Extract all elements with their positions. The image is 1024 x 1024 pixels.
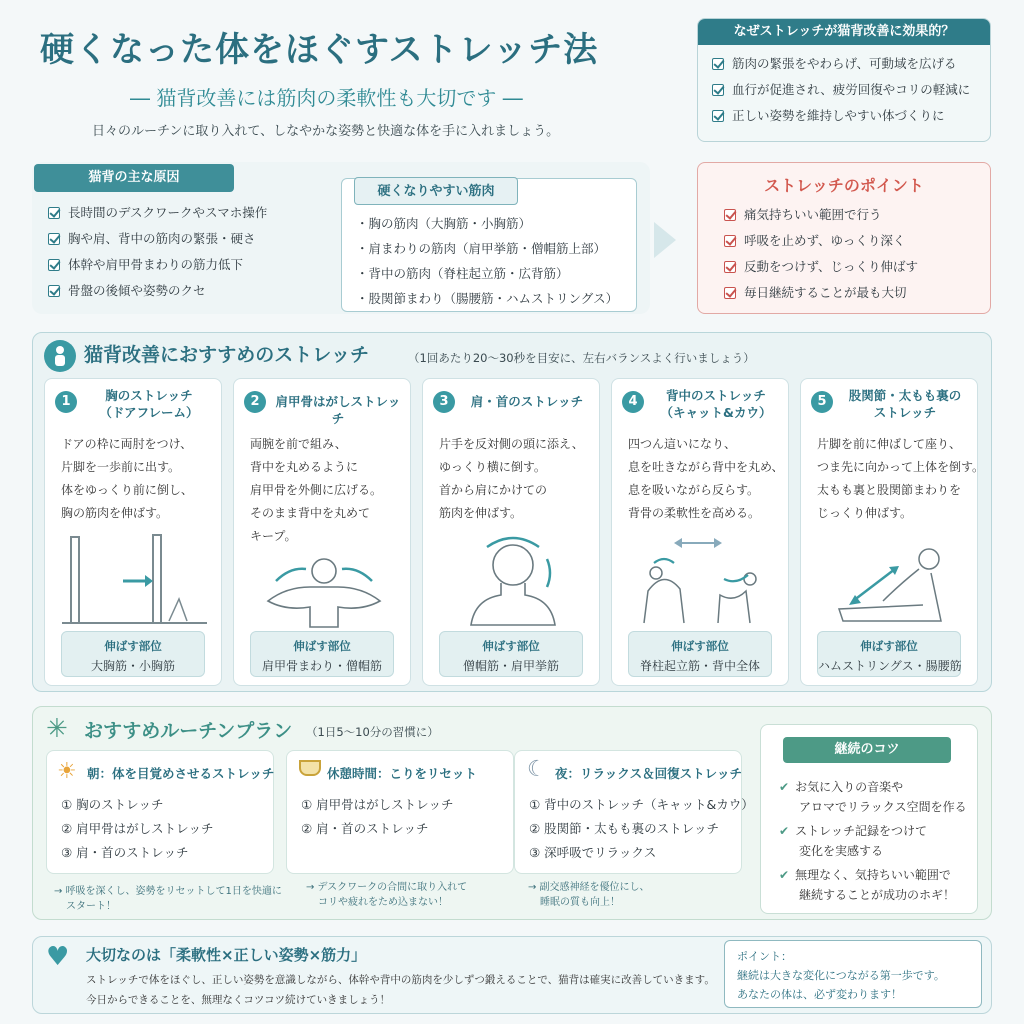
summary-point-label: ポイント： [737, 950, 792, 963]
stretch-card-description: 両腕を前で組み、 背中を丸めるように 肩甲骨を外側に広げる。 そのまま背中を丸めて キープ。 [250, 437, 383, 543]
point-item: 毎日継続することが最も大切 [724, 280, 990, 306]
checkbox-icon [48, 233, 60, 245]
door-stretch-illustration [57, 529, 212, 629]
checkbox-icon [712, 58, 724, 70]
stretch-target-box [439, 631, 583, 677]
why-stretch-title: なぜストレッチが猫背改善に効果的？ [698, 19, 990, 45]
routine-list: ① 背中のストレッチ（キャット&カウ） ② 股関節・太もも裏のストレッチ ③ 深呼吸でリラックス [529, 797, 754, 860]
stretch-card-description: 片手を反対側の頭に添え、 ゆっくり横に倒す。 首から肩にかけての 筋肉を伸ばす。 [439, 437, 584, 520]
checkbox-icon [48, 207, 60, 219]
cause-item: 胸や肩、背中の筋肉の緊張・硬さ [48, 226, 267, 252]
page-intro: 日々のルーチンに取り入れて、しなやかな姿勢と快適な体を手に入れましょう。 [92, 124, 560, 139]
why-stretch-box [697, 18, 991, 142]
routine-card-title: 夜：リラックス＆回復ストレッチ [555, 766, 743, 781]
stretch-target-box [61, 631, 205, 677]
why-item: 正しい姿勢を維持しやすい体づくりに [712, 103, 990, 129]
points-title: ストレッチのポイント [764, 176, 924, 195]
muscles-panel [341, 178, 637, 312]
routine-card-title: 休憩時間：こりをリセット [327, 766, 477, 781]
routine-note: （1日5〜10分の習慣に） [306, 725, 439, 739]
shoulder-blade-illustration [246, 549, 401, 631]
check-icon: ✔ [779, 868, 790, 882]
muscles-title: 硬くなりやすい筋肉 [354, 177, 518, 205]
summary-point-line: 継続は大きな変化につながる第一歩です。 [737, 969, 945, 982]
checkbox-icon [48, 285, 60, 297]
stretch-card [800, 378, 985, 686]
step-number: 4 [622, 391, 644, 413]
tip-item: ✔ ストレッチ記録をつけて 変化を実感する [779, 824, 927, 858]
tip-item: ✔ お気に入りの音楽や アロマでリラックス空間を作る [779, 780, 967, 814]
cause-item: 体幹や肩甲骨まわりの筋力低下 [48, 252, 267, 278]
checkbox-icon [724, 209, 736, 221]
cause-item: 長時間のデスクワークやスマホ操作 [48, 200, 267, 226]
tips-title: 継続のコツ [783, 737, 951, 763]
why-item: 血行が促進され、疲労回復やコリの軽減に [712, 77, 990, 103]
routine-list: ① 肩甲骨はがしストレッチ ② 肩・首のストレッチ [301, 797, 454, 836]
summary-title: 大切なのは「柔軟性×正しい姿勢×筋力」 [86, 946, 367, 964]
stretch-section-title: 猫背改善におすすめのストレッチ [84, 344, 370, 366]
points-panel [697, 162, 991, 314]
why-item: 筋肉の緊張をやわらげ、可動域を広げる [712, 51, 990, 77]
stretch-target-label: 伸ばす部位 [482, 639, 540, 653]
stretch-target-box [628, 631, 772, 677]
stretch-card [233, 378, 411, 686]
stretch-target-label: 伸ばす部位 [293, 639, 351, 653]
stretch-target-value: 脊柱起立筋・背中全体 [639, 659, 760, 673]
moon-icon: ☾ [527, 757, 547, 782]
muscle-item: ・股関節まわり（腸腰筋・ハムストリングス） [356, 291, 619, 306]
checkbox-icon [48, 259, 60, 271]
cause-item: 骨盤の後傾や姿勢のクセ [48, 278, 267, 304]
summary-line: 今日からできることを、無理なくコツコツ続けていきましょう！ [86, 994, 391, 1006]
stretch-target-value: 僧帽筋・肩甲挙筋 [462, 659, 559, 673]
stretch-target-value: 大胸筋・小胸筋 [90, 659, 175, 673]
stretch-target-value: ハムストリングス・腸腰筋 [818, 659, 962, 673]
routine-card-title: 朝：体を目覚めさせるストレッチ [87, 766, 275, 781]
stretch-section-note: （1回あたり20〜30秒を目安に、左右バランスよく行いましょう） [408, 351, 755, 365]
step-number: 3 [433, 391, 455, 413]
routine-card-morning [46, 750, 274, 874]
step-number: 2 [244, 391, 266, 413]
summary-point-line: あなたの体は、必ず変わります！ [737, 988, 902, 1001]
routine-title: おすすめルーチンプラン [84, 720, 293, 742]
causes-title: 猫背の主な原因 [34, 164, 234, 192]
stretch-target-box [817, 631, 961, 677]
point-item: 呼吸を止めず、ゆっくり深く [724, 228, 990, 254]
stretch-target-label: 伸ばす部位 [671, 639, 729, 653]
stretch-card-title: 肩・首のストレッチ [470, 394, 584, 409]
checkbox-icon [712, 110, 724, 122]
step-number: 5 [811, 391, 833, 413]
tip-item: ✔ 無理なく、気持ちいい範囲で 継続することが成功のホギ！ [779, 868, 956, 902]
person-stretch-icon [44, 340, 76, 372]
cat-cow-illustration [624, 529, 779, 629]
check-icon: ✔ [779, 780, 790, 794]
page-subtitle: ― 猫背改善には筋肉の柔軟性も大切です ― [130, 86, 523, 110]
checkbox-icon [724, 287, 736, 299]
stretch-card-title: 胸のストレッチ （ドアフレーム） [99, 388, 199, 420]
check-icon: ✔ [779, 824, 790, 838]
routine-list: ① 胸のストレッチ ② 肩甲骨はがしストレッチ ③ 肩・首のストレッチ [61, 797, 214, 860]
step-number: 1 [55, 391, 77, 413]
stretch-target-label: 伸ばす部位 [860, 639, 918, 653]
neck-stretch-illustration [435, 529, 590, 629]
stretch-card [422, 378, 600, 686]
muscle-item: ・胸の筋肉（大胸筋・小胸筋） [356, 216, 532, 231]
summary-point-box [724, 940, 982, 1008]
stretch-card-description: 四つん這いになり、 息を吐きながら背中を丸め、 息を吸いながら反らす。 背骨の柔軟性を高める。 [628, 437, 784, 520]
summary-line: ストレッチで体をほぐし、正しい姿勢を意識しながら、体幹や背中の筋肉を少しずつ鍛えることで、猫背は確実に改善していきます。 [86, 974, 715, 986]
stretch-card [611, 378, 789, 686]
hamstring-stretch-illustration [813, 529, 968, 629]
checkbox-icon [724, 261, 736, 273]
point-item: 反動をつけず、じっくり伸ばす [724, 254, 990, 280]
point-item: 痛気持ちいい範囲で行う [724, 202, 990, 228]
arrow-right-icon [654, 222, 676, 258]
muscle-item: ・背中の筋肉（脊柱起立筋・広背筋） [356, 266, 569, 281]
sparkle-icon: ✳ [46, 714, 68, 744]
cup-icon [299, 760, 321, 776]
tips-panel [760, 724, 978, 914]
stretch-card-description: 片脚を前に伸ばして座り、 つま先に向かって上体を倒す。 太もも裏と股関節まわりを じっくり伸ばす。 [817, 437, 985, 520]
routine-card-break [286, 750, 514, 874]
routine-note-morning: → 呼吸を深くし、姿勢をリセットして1日を快適に スタート！ [54, 886, 282, 912]
sun-icon: ☀ [57, 759, 77, 784]
stretch-card-description: ドアの枠に両肘をつけ、 片脚を一歩前に出す。 体をゆっくり前に倒し、 胸の筋肉を伸ばす。 [61, 437, 193, 520]
routine-note-night: → 副交感神経を優位にし、 睡眠の質も向上！ [528, 882, 650, 908]
checkbox-icon [712, 84, 724, 96]
checkbox-icon [724, 235, 736, 247]
stretch-card-title: 肩甲骨はがしストレッチ [275, 394, 401, 426]
routine-card-night [514, 750, 754, 874]
stretch-target-label: 伸ばす部位 [104, 639, 162, 653]
page-title: 硬くなった体をほぐすストレッチ法 [40, 30, 599, 70]
heart-icon: ♥ [46, 942, 70, 972]
muscle-item: ・肩まわりの筋肉（肩甲挙筋・僧帽筋上部） [356, 241, 607, 256]
stretch-card-title: 背中のストレッチ （キャット&カウ） [660, 388, 772, 420]
stretch-target-box [250, 631, 394, 677]
stretch-card-title: 股関節・太もも裏の ストレッチ [848, 388, 962, 420]
routine-note-break: → デスクワークの合間に取り入れて コリや疲れをため込まない！ [306, 882, 468, 908]
stretch-target-value: 肩甲骨まわり・僧帽筋 [261, 659, 382, 673]
stretch-card [44, 378, 222, 686]
